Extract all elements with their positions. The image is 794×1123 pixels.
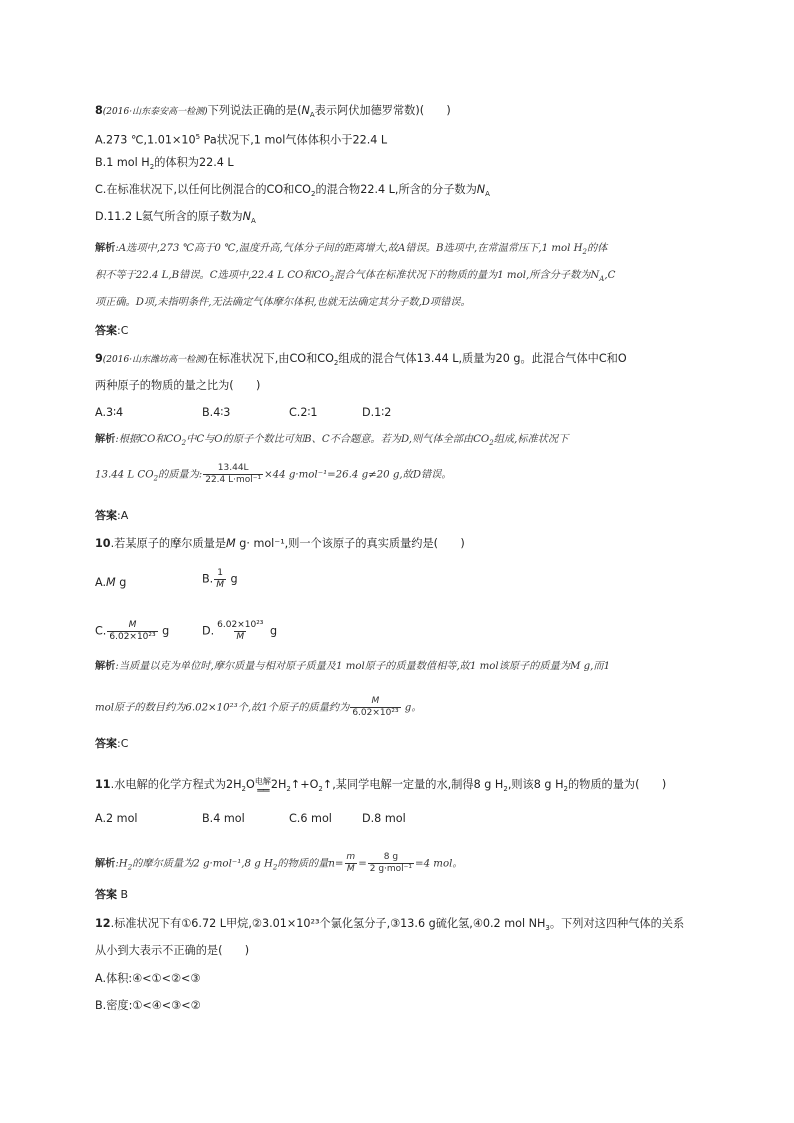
q8-explanation-label: 解析 — [95, 243, 116, 254]
q8-exp1-b: 的体 — [587, 243, 608, 254]
q9-explanation-label: 解析 — [95, 434, 116, 445]
q10-optD-num: 6.02×10²³ — [217, 620, 264, 630]
q8-source: (2016·山东泰安高一检测) — [102, 107, 208, 117]
q10-optB-den: M — [216, 580, 224, 590]
q8-answer-value: :C — [117, 324, 129, 337]
q9-explanation-line2 — [95, 463, 452, 486]
q10-exp1-b: g,而1 — [580, 661, 611, 672]
q12-number: 12 — [95, 917, 111, 930]
q10-option-a — [95, 576, 126, 590]
q10-optD-b: g — [266, 624, 278, 638]
q9-exp1-sub2: 2 — [489, 439, 494, 448]
q10-explanation-line2 — [95, 696, 422, 719]
q11-answer-value: B — [117, 888, 129, 901]
q11-arrow-label: 电解 — [254, 777, 271, 786]
q12-stem1-b: 。下列对这四种气体的关系 — [549, 917, 685, 930]
q10-optB-a: B. — [202, 572, 214, 586]
q11-explanation — [95, 852, 463, 875]
q8-exp2-na-sub: A — [599, 275, 605, 284]
q8-optA-text: A.273 ℃,1.01×10 — [95, 133, 196, 147]
q8-exp2-a: 积不等于22.4 L,B错误。C选项中,22.4 L CO和CO — [95, 270, 330, 281]
q8-exp2-b: 混合气体在标准状况下的物质的量为1 mol,所含分子数为 — [334, 270, 591, 281]
q11-option-a: A.2 mol — [95, 812, 138, 825]
q11-number: 11 — [95, 777, 111, 791]
q11-answer-label: 答案 — [95, 888, 117, 901]
q11-stem-sub5: 2 — [563, 785, 568, 793]
q9-source: (2016·山东潍坊高一检测) — [102, 355, 208, 365]
q10-optA-m: M — [106, 576, 116, 589]
q11-stem-g: 的物质的量为( ) — [567, 777, 667, 791]
q11-option-c: C.6 mol — [289, 812, 332, 825]
q10-answer-value: :C — [117, 737, 129, 750]
q10-option-b — [202, 568, 238, 591]
q10-stem — [95, 537, 465, 551]
q8-exp2-na: N — [590, 270, 600, 281]
q8-optB-sub: 2 — [149, 163, 155, 172]
q10-explanation-line1 — [95, 660, 610, 674]
q8-explanation-line3: 项正确。D项,未指明条件,无法确定气体摩尔体积,也就无法确定其分子数,D项错误。 — [95, 297, 471, 308]
q12-stem-line1 — [95, 917, 684, 935]
q9-answer-value: :A — [117, 509, 129, 522]
q9-exp1-c: 组成,标准状况下 — [493, 434, 569, 445]
q11-exp-n: n — [328, 858, 335, 870]
q11-exp-c: 的物质的量 — [277, 858, 329, 870]
q8-option-b — [95, 156, 234, 174]
q8-optD-na-sub: A — [250, 217, 256, 226]
q10-exp2-b: g。 — [401, 702, 422, 714]
q9-stem-line2: 两种原子的物质的量之比为( ) — [95, 379, 261, 392]
q8-optA-sup: 5 — [195, 133, 201, 141]
q8-number: 8 — [95, 104, 103, 117]
q11-stem-c: 2H — [270, 777, 287, 791]
q9-exp2-b: 的质量为: — [158, 469, 203, 481]
q8-explanation-line2 — [95, 269, 615, 286]
q8-stem-text-a: 下列说法正确的是( — [207, 104, 302, 117]
q11-exp-sub2: 2 — [272, 863, 278, 872]
q8-answer — [95, 324, 128, 338]
q8-stem-text-b: 表示阿伏加德罗常数)( ) — [314, 104, 451, 117]
q9-stem1-b: 组成的混合气体13.44 L,质量为20 g。此混合气体中C和O — [338, 352, 627, 365]
q10-optC-frac — [107, 620, 157, 643]
q10-answer-label: 答案 — [95, 737, 117, 750]
q10-optB-b: g — [227, 572, 238, 586]
q9-stem-line1 — [95, 352, 627, 370]
q11-exp-sub1: 2 — [127, 863, 133, 872]
q11-stem-sub2: 2 — [286, 785, 291, 793]
q11-exp-eq: = — [334, 858, 344, 870]
q10-exp2-num: M — [371, 696, 380, 706]
q10-exp1-m: M — [569, 661, 581, 672]
q9-stem1-sub: 2 — [333, 359, 339, 368]
q11-reaction-arrow — [255, 777, 271, 796]
q8-answer-label: 答案 — [95, 324, 117, 337]
q10-answer — [95, 737, 128, 751]
q11-exp-b: 的摩尔质量为2 g·mol⁻¹,8 g H — [132, 858, 273, 870]
q9-option-a: A.3∶4 — [95, 406, 124, 419]
q9-exp1-a: :根据CO和CO — [115, 434, 182, 445]
q8-exp1-a: :A选项中,273 ℃高于0 ℃,温度升高,气体分子间的距离增大,故A错误。B选项中,在常温常压下,1 mol H — [115, 243, 583, 254]
q11-frac2-num: 8 g — [383, 852, 399, 862]
q11-exp-eq2: = — [358, 858, 367, 870]
q10-explanation-label: 解析 — [95, 661, 116, 672]
q8-na: N — [301, 104, 310, 117]
q10-optA-b: g — [115, 576, 127, 589]
q11-explanation-label: 解析 — [95, 858, 116, 870]
q11-stem-e: ↑,某同学电解一定量的水,制得8 g H — [322, 777, 504, 791]
q12-option-a: A.体积:④<①<②<③ — [95, 972, 201, 985]
q11-stem-sub3: 2 — [318, 785, 323, 793]
q10-exp2-a: mol原子的数目约为6.02×10²³个,故1个原子的质量约为 — [95, 702, 350, 714]
q9-option-c: C.2∶1 — [289, 406, 318, 419]
q8-optC-sub: 2 — [310, 190, 316, 199]
q10-optD-a: D. — [202, 624, 215, 638]
q8-exp2-c: ,C — [604, 270, 616, 281]
q9-answer-label: 答案 — [95, 509, 117, 522]
q8-option-a — [95, 130, 387, 148]
q10-optD-frac — [215, 620, 265, 643]
q10-exp2-den: 6.02×10²³ — [352, 708, 399, 718]
q11-arrow-bar: ══ — [257, 784, 269, 797]
q8-exp1-sub: 2 — [582, 248, 587, 257]
q8-option-d — [95, 210, 256, 228]
q8-na-sub: A — [309, 111, 315, 120]
q10-number: 10 — [95, 537, 111, 550]
q10-optB-num: 1 — [217, 568, 223, 578]
q11-option-b: B.4 mol — [202, 812, 245, 825]
q8-optC-a: C.在标准状况下,以任何比例混合的CO和CO — [95, 183, 311, 196]
q8-optC-na-sub: A — [485, 190, 490, 199]
q11-exp-a: :H — [115, 858, 128, 870]
q11-stem-b: O — [246, 777, 255, 791]
q9-fraction — [203, 463, 263, 486]
q10-exp1-a: :当质量以克为单位时,摩尔质量与相对原子质量及1 mol原子的质量数值相等,故1 mol该原子的质量为 — [115, 661, 570, 672]
q11-stem-d: ↑+O — [290, 777, 319, 791]
q9-explanation-line1 — [95, 433, 568, 450]
q8-optC-b: 的混合物22.4 L,所含的分子数为 — [315, 183, 477, 196]
q9-exp2-sub: 2 — [153, 474, 159, 483]
q11-frac2-den: 2 g·mol⁻¹ — [369, 864, 413, 874]
q9-option-d: D.1∶2 — [362, 406, 392, 419]
q9-answer — [95, 509, 128, 523]
q8-exp2-sub: 2 — [329, 275, 335, 284]
q8-optA-rest: Pa状况下,1 mol气体体积小于22.4 L — [200, 133, 388, 147]
q10-optB-frac — [214, 568, 226, 591]
q10-optC-a: C. — [95, 624, 107, 638]
q10-stem-b: g· mol⁻¹,则一个该原子的真实质量约是( ) — [235, 537, 465, 550]
q12-option-b: B.密度:①<④<③<② — [95, 999, 201, 1012]
q8-explanation-line1 — [95, 242, 607, 259]
q11-stem-a: .水电解的化学方程式为2H — [110, 777, 242, 791]
q8-optB-rest: 的体积为22.4 L — [154, 156, 234, 169]
q9-exp1-sub: 2 — [181, 439, 187, 448]
q11-frac2 — [368, 852, 414, 875]
q12-stem1: .标准状况下有①6.72 L甲烷,②3.01×10²³个氯化氢分子,③13.6 g硫化氢,④0.2 mol NH — [110, 917, 546, 930]
q8-optD-a: D.11.2 L氦气所含的原子数为 — [95, 210, 243, 223]
q8-optC-na: N — [476, 183, 486, 196]
q11-option-d: D.8 mol — [362, 812, 406, 825]
q9-exp2-a: 13.44 L CO — [95, 469, 154, 481]
q11-stem — [95, 777, 666, 796]
q11-answer — [95, 888, 128, 902]
q10-optC-den: 6.02×10²³ — [109, 632, 156, 642]
q11-frac1-num: m — [346, 852, 356, 862]
q9-number: 9 — [95, 352, 103, 365]
q11-stem-sub1: 2 — [241, 785, 247, 793]
q9-exp1-b: 中C与O的原子个数比可知B、C不合题意。若为D,则气体全部由CO — [186, 434, 490, 445]
q12-stem-line2: 从小到大表示不正确的是( ) — [95, 944, 250, 957]
q11-stem-f: ,则该8 g H — [507, 777, 564, 791]
q10-stem-m: M — [226, 537, 236, 550]
q9-frac-num: 13.44L — [217, 463, 249, 473]
q11-exp-d: =4 mol。 — [415, 858, 463, 870]
q9-frac-den: 22.4 L·mol⁻¹ — [205, 475, 262, 485]
q10-option-d — [202, 620, 277, 643]
q10-exp2-frac — [350, 696, 400, 719]
q9-option-b: B.4∶3 — [202, 406, 231, 419]
q10-stem-a: .若某原子的摩尔质量是 — [110, 537, 227, 550]
q11-frac1 — [344, 852, 357, 875]
q12-stem1-sub: 3 — [545, 924, 550, 933]
q8-optD-na: N — [242, 210, 251, 223]
q10-optD-den: M — [236, 632, 245, 642]
q11-stem-sub4: 2 — [503, 785, 508, 793]
q8-option-c — [95, 183, 490, 201]
q10-optC-b: g — [158, 624, 170, 638]
q10-optC-num: M — [128, 620, 137, 630]
q10-option-c — [95, 620, 169, 643]
q8-stem — [95, 104, 451, 122]
q9-exp2-c: ×44 g·mol⁻¹=26.4 g≠20 g,故D错误。 — [264, 469, 452, 481]
q9-stem1-a: 在标准状况下,由CO和CO — [207, 352, 334, 365]
q10-optA-a: A. — [95, 576, 107, 589]
q8-optB-text: B.1 mol H — [95, 156, 150, 169]
q11-frac1-den: M — [346, 864, 355, 874]
